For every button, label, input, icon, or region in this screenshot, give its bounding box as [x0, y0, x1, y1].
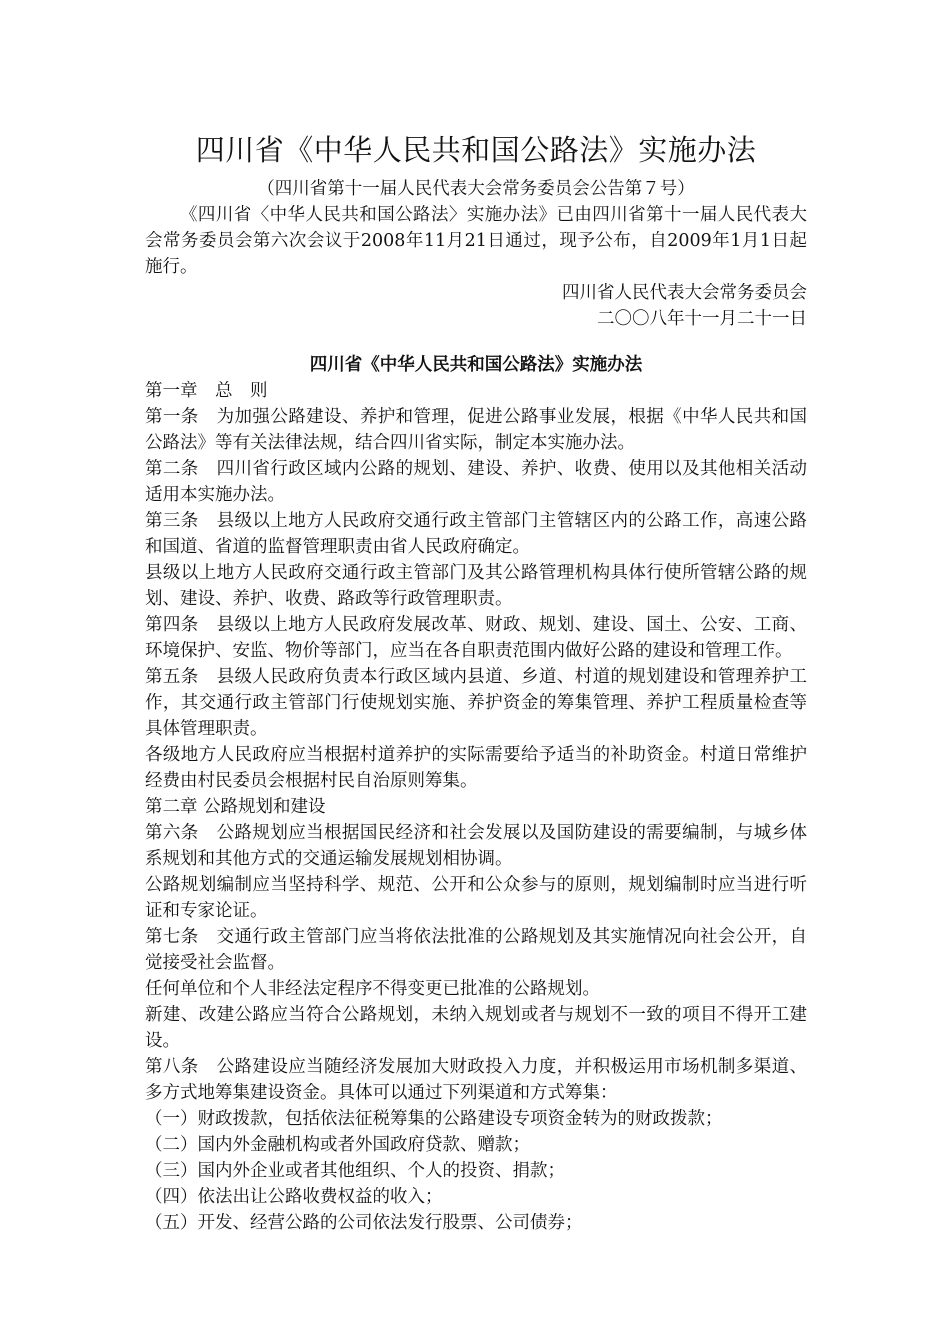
article-paragraph: 任何单位和个人非经法定程序不得变更已批准的公路规划。	[145, 979, 600, 999]
issuer: 四川省人民代表大会常务委员会	[562, 283, 807, 303]
article-paragraph: 第八条 公路建设应当随经济发展加大财政投入力度，并积极运用市场机制多渠道、多方式地筹集建设资金。具体可以通过下列渠道和方式筹集：	[145, 1057, 807, 1103]
issue-date: 二〇〇八年十一月二十一日	[597, 309, 807, 329]
document-title: 四川省《中华人民共和国公路法》实施办法	[195, 133, 757, 167]
list-item: （一）财政拨款，包括依法征税筹集的公路建设专项资金转为的财政拨款；	[145, 1109, 723, 1129]
article-paragraph: 第七条 交通行政主管部门应当将依法批准的公路规划及其实施情况向社会公开，自觉接受社会监督。	[145, 927, 807, 973]
list-item: （二）国内外金融机构或者外国政府贷款、赠款；	[145, 1135, 530, 1155]
announcement-paragraph: 《四川省〈中华人民共和国公路法〉实施办法》已由四川省第十一届人民代表大会常务委员会第六次会议于2008年11月21日通过，现予公布，自2009年1月1日起施行。	[145, 205, 807, 277]
chapter-heading: 第二章 公路规划和建设	[145, 797, 326, 817]
article-paragraph: 第三条 县级以上地方人民政府交通行政主管部门主管辖区内的公路工作，高速公路和国道、省道的监督管理职责由省人民政府确定。	[145, 511, 807, 557]
article-paragraph: 新建、改建公路应当符合公路规划，未纳入规划或者与规划不一致的项目不得开工建设。	[145, 1005, 807, 1051]
body-title: 四川省《中华人民共和国公路法》实施办法	[309, 355, 643, 375]
notice-number: （四川省第十一届人民代表大会常务委员会公告第７号）	[257, 179, 695, 199]
article-paragraph: 第二条 四川省行政区域内公路的规划、建设、养护、收费、使用以及其他相关活动适用本实施办法。	[145, 459, 807, 505]
article-paragraph: 第六条 公路规划应当根据国民经济和社会发展以及国防建设的需要编制，与城乡体系规划和其他方式的交通运输发展规划相协调。	[145, 823, 807, 869]
article-paragraph: 第一条 为加强公路建设、养护和管理，促进公路事业发展，根据《中华人民共和国公路法》等有关法律法规，结合四川省实际，制定本实施办法。	[145, 407, 807, 453]
article-paragraph: 各级地方人民政府应当根据村道养护的实际需要给予适当的补助资金。村道日常维护经费由村民委员会根据村民自治原则筹集。	[145, 745, 807, 791]
article-paragraph: 第五条 县级人民政府负责本行政区域内县道、乡道、村道的规划建设和管理养护工作，其交通行政主管部门行使规划实施、养护资金的筹集管理、养护工程质量检查等具体管理职责。	[145, 667, 807, 739]
document-page	[145, 128, 807, 1236]
list-item: （五）开发、经营公路的公司依法发行股票、公司债券；	[145, 1213, 583, 1233]
list-item: （四）依法出让公路收费权益的收入；	[145, 1187, 443, 1207]
article-paragraph: 公路规划编制应当坚持科学、规范、公开和公众参与的原则，规划编制时应当进行听证和专家论证。	[145, 875, 807, 921]
article-paragraph: 第四条 县级以上地方人民政府发展改革、财政、规划、建设、国土、公安、工商、环境保护、安监、物价等部门，应当在各自职责范围内做好公路的建设和管理工作。	[145, 615, 807, 661]
chapter-heading: 第一章 总 则	[145, 381, 268, 401]
list-item: （三）国内外企业或者其他组织、个人的投资、捐款；	[145, 1161, 565, 1181]
article-paragraph: 县级以上地方人民政府交通行政主管部门及其公路管理机构具体行使所管辖公路的规划、建设、养护、收费、路政等行政管理职责。	[145, 563, 807, 609]
